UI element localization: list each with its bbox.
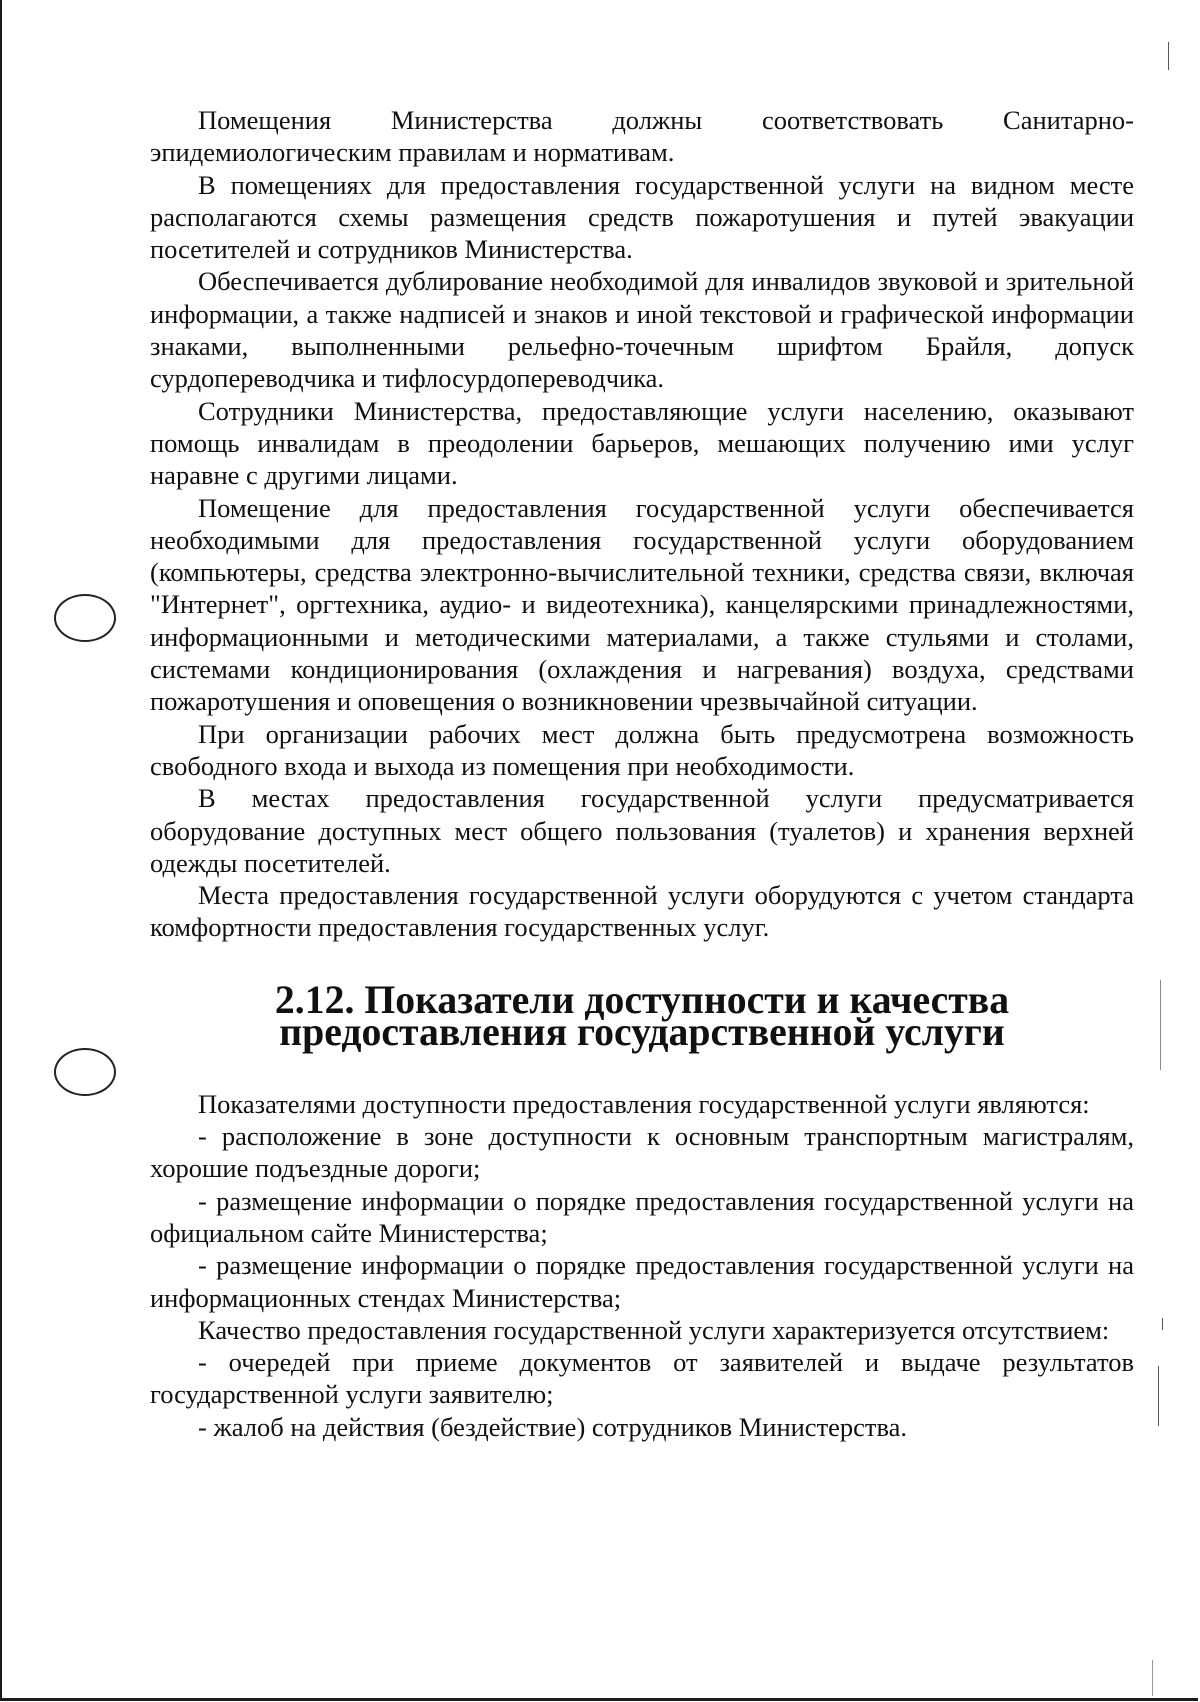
paragraph: Помещения Министерства должны соответствовать Санитарно-эпидемиологическим правилам и нормативам.	[150, 105, 1134, 168]
scan-artifact	[1158, 1366, 1159, 1426]
paragraph: Сотрудники Министерства, предоставляющие услуги населению, оказывают помощь инвалидам в преодолении барьеров, мешающих получению ими услуг наравне с другими лицами.	[150, 395, 1134, 491]
list-item: - размещение информации о порядке предоставления государственной услуги на информационных стендах Министерства;	[150, 1250, 1134, 1313]
paragraph: Помещение для предоставления государственной услуги обеспечивается необходимыми для предоставления государственной услуги оборудованием (компьютеры, средства электронно-вычислительной техники, средства связи, включая "Интернет", оргтехника, аудио- и видеотехника), канцелярскими принадлежностями, информационными и методическими материалами, а также стульями и столами, системами кондиционирования (охлаждения и нагревания) воздуха, средствами пожаротушения и оповещения о возникновении чрезвычайной ситуации.	[150, 492, 1134, 717]
list-item: - жалоб на действия (бездействие) сотрудников Министерства.	[198, 1411, 908, 1442]
section-heading: 2.12. Показатели доступности и качества предоставления государственной услуги	[274, 977, 1010, 1054]
paragraph: Показателями доступности предоставления государственной услуги являются:	[198, 1088, 1090, 1119]
paragraph: Качество предоставления государственной услуги характеризуется отсутствием:	[198, 1314, 1110, 1345]
scan-artifact	[1160, 980, 1161, 1070]
list-item: - очередей при приеме документов от заявителей и выдаче результатов государственной услуги заявителю;	[150, 1347, 1134, 1410]
list-item: - расположение в зоне доступности к основным транспортным магистралям, хорошие подъездные дороги;	[150, 1121, 1134, 1184]
document-body	[150, 104, 1134, 1443]
scan-artifact	[1152, 1660, 1153, 1696]
paragraph: В помещениях для предоставления государственной услуги на видном месте располагаются схемы размещения средств пожаротушения и путей эвакуации посетителей и сотрудников Министерства.	[150, 169, 1134, 265]
punch-hole-top	[54, 594, 116, 642]
punch-hole-bottom	[54, 1048, 116, 1096]
list-item: - размещение информации о порядке предоставления государственной услуги на официальном сайте Министерства;	[150, 1185, 1134, 1248]
paragraph: В местах предоставления государственной услуги предусматривается оборудование доступных мест общего пользования (туалетов) и хранения верхней одежды посетителей.	[150, 783, 1134, 878]
scan-artifact	[1162, 1318, 1163, 1330]
paragraph: Места предоставления государственной услуги оборудуются с учетом стандарта комфортности предоставления государственных услуг.	[150, 880, 1134, 943]
scan-artifact	[1168, 42, 1169, 70]
paragraph: При организации рабочих мест должна быть предусмотрена возможность свободного входа и выхода из помещения при необходимости.	[150, 718, 1134, 781]
paragraph: Обеспечивается дублирование необходимой для инвалидов звуковой и зрительной информации, а также надписей и знаков и иной текстовой и графической информации знаками, выполненными рельефно-точечным шрифтом Брайля, допуск сурдопереводчика и тифлосурдопереводчика.	[150, 266, 1134, 394]
